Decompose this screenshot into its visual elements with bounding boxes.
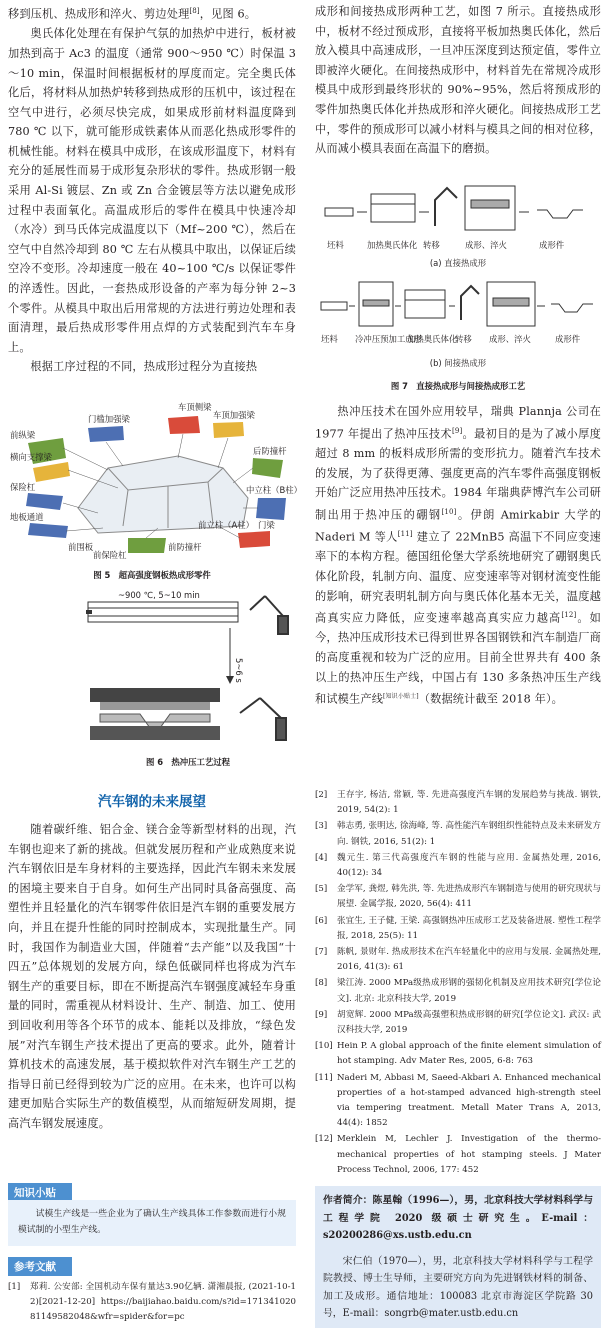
paragraph-process-types: 根据工序过程的不同，热成形过程分为直接热 <box>30 360 258 374</box>
fig7a-label-form-quench: 成形、淬火 <box>465 240 507 250</box>
paragraph-future: 随着碳纤维、铝合金、镁合金等新型材料的出现，汽车钢也迎来了新的挑战。但就发展历程和产业成熟度来说汽车钢依旧是车身材料的主要选择，因此汽车钢未来发展的困境主要来自于自身。如何生产出同时具备高强度、高塑性并且轻量化的汽车钢零件依旧是汽车钢的重要发展方向，并且在提升性能的同时控制成本，实现批量生产。同时，我国作为制造业大国，伴随着“去产能”以及我国“十四五”总体规划的发展方向，绿色低碳同样也将成为汽车钢生产的重要目标，即在不断提高汽车钢强度减轻车身重量的同时，需重视从材料设计、生产、制造、加工、使用到回收利用等各个环节的成本、能耗以及排放，“绿色发展”对汽车钢生产技术提出了更高的要求。此外，随着计算机技术的高速发展，基于模拟软件对汽车钢生产工艺的指导日前已经得到较为广泛的应用。在未来，也许可以构建更加贴合实际生产的数值模型，从而缩短研发周期，提高汽车钢发展速度。 <box>8 823 296 1130</box>
reference-item: [3] 韩志勇, 张明达, 徐海峰, 等. 高性能汽车钢组织性能特点及未来研发方向. 钢铁, 2016, 51(2): 1 <box>315 821 601 847</box>
future-text <box>8 820 296 1134</box>
fig7a-label-transfer: 转移 <box>423 240 440 250</box>
references-left <box>8 1280 296 1327</box>
reference-item: [4] 魏元生. 第三代高强度汽车钢的性能与应用. 金属热处理, 2016, 40(12): 34 <box>315 852 601 879</box>
figure-7-caption: 图 7 直接热成形与间接热成形工艺 <box>390 381 526 391</box>
paragraph-austenitizing: 奥氏体化处理在有保护气氛的加热炉中进行，板材被加热到高于 Ac3 的温度（通常 900～950 ℃）时保温 3～10 min，保温时间根据板材的厚度而定。完全奥氏体化后，将材料从加热炉转移到热成形的压机中，该过程在空气中进行，必须尽快完成，如果成形前材料温度降到 780 ℃ 以下，就可能形成铁素体从而恶化热成形零件的机械性能。材料在模具中成形，在该成形温度下，材料有充分的延展性而易于成形复杂形状的零件。热成形钢一般采用 Al-Si 镀层、Zn 或 Zn 合金镀层等方法以避免成形过程中表面氧化。高温成形后的零件在模具中快速冷却（水冷）到马氏体完成温度以下（Mf~200 ℃），然后在空气中自然冷却到 80 ℃ 左右从模具中取出，以保证后续空冷不变形。冷却速度一般在 40~100 ℃/s 以保证零件的淬透性。因此，一套热成形设备的产率为每分钟 2~3 个零件。从模具中取出后用常规的方法进行剪边处理和表面清理，最后热成形零件用点焊的方式装配到汽车车身上。 <box>8 27 296 354</box>
reference-item: [7] 陈帆, 景财年. 热成形技术在汽车轻量化中的应用与发展. 金属热处理, 2016, 41(3): 61 <box>315 947 601 973</box>
reference-item: [10] Hein P. A global approach of the finite element simulation of hot stamping. Adv Mater Res, 2005, 6-8: 763 <box>315 1041 601 1067</box>
reference-item: [8] 梁江涛. 2000 MPa级热成形钢的强韧化机制及应用技术研究[学位论文]. 北京: 北京科技大学, 2019 <box>315 978 601 1004</box>
fig7b-label-transfer: 转移 <box>455 334 472 344</box>
figure-5-caption: 图 5 超高强度钢板热成形零件 <box>93 570 211 580</box>
fig5-label-rear-bumper-beam: 后防撞杆 <box>253 446 287 456</box>
tip-text: 试模生产线是一些企业为了确认生产线具体工作参数而进行小规模试制的小型生产线。 <box>18 1209 286 1235</box>
reference-item: [2] 王存宇, 杨洁, 常颖, 等. 先进高强度汽车钢的发展趋势与挑战. 钢铁, 2019, 54(2): 1 <box>315 790 601 816</box>
fig7-sub-b: (b) 间接热成形 <box>429 358 487 368</box>
fig7a-label-blank: 坯料 <box>327 240 344 250</box>
references-right <box>315 788 601 1179</box>
section-title-future: 汽车钢的未来展望 <box>98 794 206 810</box>
fig5-label-roof-reinforcement: 车顶加强梁 <box>213 410 255 420</box>
paragraph-continuation: 移到压机、热成形和淬火、剪边处理[8]，见图 6。 <box>8 7 257 21</box>
references-title: 参考文献 <box>8 1257 72 1276</box>
fig7a-label-austenitize: 加热奥氏体化 <box>367 240 418 250</box>
fig5-label-b-pillar: 中立柱（B柱） <box>246 485 302 495</box>
fig5-label-front-bumper-beam: 前防撞杆 <box>168 542 202 552</box>
left-top-text <box>8 2 296 377</box>
right-mid-text <box>315 402 601 710</box>
paragraph-direct-indirect: 成形和间接热成形两种工艺，如图 7 所示。直接热成形中，板材不经过预成形，直接将平板加热奥氏体化，然后放入模具中高速成形，一旦冲压深度到达预定值，零件立即被淬火硬化。在间接热成形中，材料首先在常规冷成形模具中成形到最终形状的 90%~95%，然后将预成形的零件加热奥氏体化并热成形和淬火硬化。间接热成形工艺中，零件的预成形可以减小材料与模具之间的相对位移，从而减小模具表面在高温下的磨损。 <box>315 5 601 156</box>
author-box <box>315 1186 601 1328</box>
tip-title: 知识小贴 <box>8 1183 72 1217</box>
hot-stamping-process-illustration <box>80 588 296 750</box>
author-bio-1: 作者简介：陈星翰（1996—），男，北京科技大学材料科学与工程学院 2020 级硕士研究生。E-mail：s20200286@xs.ustb.edu.cn <box>323 1195 593 1241</box>
figure-7 <box>315 180 601 392</box>
car-body-illustration <box>8 398 302 563</box>
fig5-label-front-bumper: 前保险杠 <box>93 550 127 560</box>
fig6-temp-label: ~900 ℃, 5~10 min <box>118 590 200 600</box>
fig7b-label-blank: 坯料 <box>321 334 338 344</box>
reference-item: [5] 金学军, 龚煜, 韩先洪, 等. 先进热成形汽车钢制造与使用的研究现状与展望. 金属学报, 2020, 56(4): 411 <box>315 884 601 910</box>
paragraph-hot-stamping-history: 热冲压技术在国外应用较早，瑞典 Plannja 公司在 1977 年提出了热冲压技术[9]。最初目的是为了减小厚度超过 8 mm 的板料成形所需的变形抗力。随着汽车技术的发展，为了获得更薄、强度更高的汽车零件高强度钢板开始广泛应用热冲压技术。1984 年瑞典萨博汽车公司研制出用于热冲压的硼钢[10]。伊朗 Amirkabir 大学的 Naderi M 等人[11] 建立了 22MnB5 高温下不同应变速率下的本构方程。德国纽伦堡大学系统地研究了硼钢奥氏体化阶段，轧制方向、温度、应变速率等对钢材流变性能的影响，研究表明轧制方向与奥氏体化基本无关，温度越高真实应力降低，应变速率越高真实应力越高[12]。如今，热冲压成形技术已得到世界各国钢铁和汽车制造厂商的高度重视和较为广泛的应用。目前全世界共有 400 条以上的热冲压生产线，中国占有 130 多条热冲压生产线和试模生产线[知识小贴士]（数据统计截至 2018 年）。 <box>315 405 602 706</box>
fig5-label-dash-panel: 前围板 <box>68 542 94 552</box>
fig5-label-door-beam: 门梁 <box>258 520 275 530</box>
fig5-label-cross-member: 横向支撑梁 <box>10 452 52 462</box>
fig6-time-label: 5~6 s <box>234 658 244 683</box>
figure-6 <box>80 588 296 768</box>
fig5-label-sill-reinforcement: 门槛加强梁 <box>88 414 130 424</box>
fig7b-label-austenitize: 加热奥氏体化 <box>407 334 458 344</box>
fig5-label-roof-rail: 车顶侧梁 <box>178 402 212 412</box>
author-bio-2: 宋仁伯（1970—），男，北京科技大学材料科学与工程学院教授、博士生导师，主要研究方向为先进钢铁材料的制备、加工及成形。通信地址：100083 北京市海淀区学院路 30 号，E-mail：songrb@mater.ustb.edu.cn <box>323 1255 593 1319</box>
right-top-text <box>315 2 601 159</box>
tip-box <box>8 1200 296 1246</box>
fig7b-label-form-quench: 成形、淬火 <box>489 334 531 344</box>
fig7-sub-a: (a) 直接热成形 <box>429 258 487 268</box>
fig7b-label-cold-preform: 冷冲压预加工成形 <box>355 334 422 344</box>
reference-item: [11] Naderi M, Abbasi M, Saeed-Akbari A. Enhanced mechanical properties of a hot-stamped advanced high-strength steel via tempering treatment. Metall Mater Trans A, 2013, 44(4): 1852 <box>315 1072 601 1129</box>
figure-6-caption: 图 6 热冲压工艺过程 <box>145 757 231 767</box>
fig5-label-bumper: 保险杠 <box>10 482 36 492</box>
reference-item: [1] 郑莉. 公安部: 全国机动车保有量达3.90亿辆. 潇湘晨报, (2021-10-12)[2021-12-20] https://baijiahao.baidu.com/s?id=17134102081149582048&wfr=spider&for=pc <box>8 1282 296 1323</box>
fig5-label-floor-tunnel: 地板通道 <box>10 512 44 522</box>
fig7b-label-part: 成形件 <box>555 334 581 344</box>
fig7a-label-part: 成形件 <box>539 240 565 250</box>
figure-5 <box>8 398 302 580</box>
reference-item: [12] Merklein M, Lechler J. Investigation of the thermo-mechanical properties of hot stamping steels. J Mater Process Technol, 2006, 177: 452 <box>315 1134 601 1175</box>
reference-item: [6] 张宜生, 王子健, 王梁. 高强钢热冲压成形工艺及装备进展. 塑性工程学报, 2018, 25(5): 11 <box>315 915 601 941</box>
fig5-label-front-rail: 前纵梁 <box>10 430 36 440</box>
reference-item: [9] 胡宽辉. 2000 MPa级高强塑积热成形钢的研究[学位论文]. 武汉: 武汉科技大学, 2019 <box>315 1009 601 1036</box>
fig5-label-a-pillar: 前立柱（A柱） <box>198 520 254 530</box>
direct-indirect-process-illustration <box>315 180 601 372</box>
